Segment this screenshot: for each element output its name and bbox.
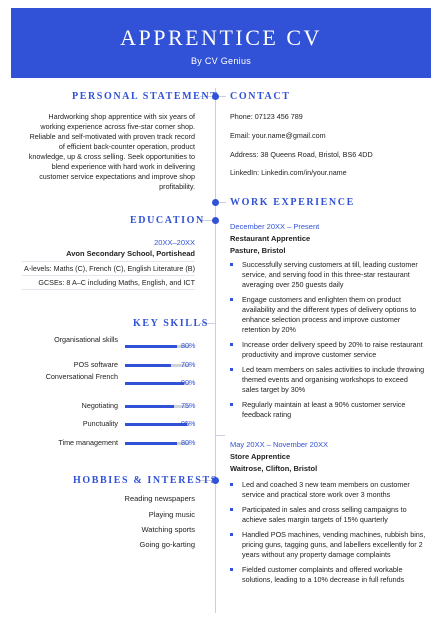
- job-bullet-text: Participated in sales and cross selling campaigns to achieve sales margin targets of 15% quarterly: [242, 505, 407, 524]
- skill-name: Conversational French: [45, 372, 118, 381]
- contact-linkedin-label: LinkedIn:: [230, 168, 260, 177]
- job-bullet: [230, 530, 426, 560]
- skill-bar-fill: [125, 382, 184, 385]
- contact-heading: CONTACT: [230, 91, 291, 102]
- job-bullet-text: Led team members on sales activities to include throwing themed events and organising workshops to exceed sales target by 30%: [242, 365, 425, 394]
- skill-name: Organisational skills: [54, 335, 118, 344]
- header-banner: [11, 8, 431, 78]
- timeline-node-work-experience: [212, 199, 219, 206]
- hobby-item: Playing music: [148, 510, 195, 519]
- skill-bar-fill: [125, 364, 171, 367]
- contact-linkedin: [230, 168, 347, 177]
- bullet-icon: [230, 533, 233, 536]
- education-dates: 20XX–20XX: [154, 238, 195, 247]
- hobby-item: Going go-karting: [139, 540, 195, 549]
- hobby-item: Watching sports: [141, 525, 195, 534]
- skill-percent: 80%: [181, 438, 196, 447]
- bullet-icon: [230, 568, 233, 571]
- bullet-icon: [230, 508, 233, 511]
- education-heading: EDUCATION: [130, 215, 205, 226]
- skill-row: [22, 401, 195, 415]
- job-bullet: [230, 365, 426, 395]
- job-bullet-text: Regularly maintain at least a 90% customer service feedback rating: [242, 400, 406, 419]
- job-bullet-text: Successfully serving customers at till, leading customer service, and serving food in this three-star restaurant averaging over 250 guests daily: [242, 260, 418, 289]
- education-separator: [22, 261, 195, 262]
- skill-percent: 75%: [181, 401, 196, 410]
- key-skills-heading: KEY SKILLS: [133, 318, 209, 329]
- contact-linkedin-value: Linkedin.com/in/your.name: [261, 168, 347, 177]
- bullet-icon: [230, 368, 233, 371]
- skill-bar-fill: [125, 423, 187, 426]
- job-bullet-text: Fielded customer complaints and offered workable solutions, leading to a 10% decrease in full refunds: [242, 565, 405, 584]
- skill-name: POS software: [73, 360, 118, 369]
- job-1-company: Pasture, Bristol: [230, 246, 286, 255]
- skill-percent: 90%: [181, 378, 196, 387]
- skill-percent: 80%: [181, 341, 196, 350]
- skill-bar-fill: [125, 442, 177, 445]
- cv-title: APPRENTICE CV: [120, 25, 322, 50]
- job-2-role: Store Apprentice: [230, 452, 291, 461]
- job-bullet: [230, 260, 426, 290]
- contact-phone-label: Phone:: [230, 112, 253, 121]
- bullet-icon: [230, 263, 233, 266]
- job-bullet-text: Handled POS machines, vending machines, rubbish bins, pricing guns, tagging guns, and labellers excellently for 2 years without any property damage complaints: [242, 530, 426, 559]
- contact-address-value: 38 Queens Road, Bristol, BS6 4DD: [260, 150, 373, 159]
- education-separator: [22, 289, 195, 290]
- skill-bar-fill: [125, 405, 174, 408]
- skill-row: [22, 438, 195, 452]
- timeline-node-education: [212, 217, 219, 224]
- education-gcses: GCSEs: 8 A–C including Maths, English, and ICT: [38, 278, 195, 287]
- job-2-company: Waitrose, Clifton, Bristol: [230, 464, 318, 473]
- contact-email: [230, 131, 326, 140]
- skill-name: Punctuality: [82, 419, 118, 428]
- job-bullet-text: Increase order delivery speed by 20% to raise restaurant productivity and improve customer service: [242, 340, 423, 359]
- work-experience-heading: WORK EXPERIENCE: [230, 197, 355, 208]
- job-1-dates: December 20XX – Present: [230, 222, 320, 231]
- job-1-role: Restaurant Apprentice: [230, 234, 311, 243]
- tick-work: [219, 202, 226, 203]
- job-bullet: [230, 400, 426, 420]
- job-bullet: [230, 295, 426, 335]
- job-2-bullets: [230, 480, 426, 590]
- skill-row: [22, 419, 195, 433]
- contact-email-value: your.name@gmail.com: [251, 131, 326, 140]
- job-bullet-text: Engage customers and enlighten them on product availability and the different types of delivery options to enhance selection process and improve customer retention by 20%: [242, 295, 417, 334]
- skill-name: Time management: [58, 438, 118, 447]
- hobby-item: Reading newspapers: [124, 494, 195, 503]
- bullet-icon: [230, 343, 233, 346]
- bullet-icon: [230, 298, 233, 301]
- personal-statement-text: Hardworking shop apprentice with six years of working experience across five-star corner shop. Reliable and self-motivated with proven track record of efficient back-counter operation, product knowledge, up & cross selling. Seek opportunities to blend experience with hard work in delivering customer service expectations and improve shop profitability.: [28, 112, 195, 191]
- contact-address-label: Address:: [230, 150, 259, 159]
- job-2-dates: May 20XX – November 20XX: [230, 440, 328, 449]
- education-school: Avon Secondary School, Portishead: [66, 249, 195, 258]
- job-bullet: [230, 565, 426, 585]
- skill-bar-fill: [125, 345, 177, 348]
- job-bullet: [230, 480, 426, 500]
- contact-phone-value: 07123 456 789: [254, 112, 303, 121]
- timeline-divider: [215, 88, 216, 613]
- cv-subtitle: By CV Genius: [190, 56, 252, 66]
- skill-row: [22, 372, 196, 392]
- skill-row: [22, 335, 196, 355]
- contact-email-label: Email:: [230, 131, 250, 140]
- bullet-icon: [230, 483, 233, 486]
- contact-address: [230, 150, 373, 159]
- job-bullet: [230, 340, 426, 360]
- job-1-bullets: [230, 260, 426, 425]
- job-bullet: [230, 505, 426, 525]
- job-bullet-text: Led and coached 3 new team members on customer service and practical store work over 3 months: [242, 480, 410, 499]
- skill-percent: 95%: [181, 419, 196, 428]
- tick-job2: [215, 435, 225, 436]
- skill-name: Negotiating: [81, 401, 118, 410]
- tick-contact: [219, 96, 226, 97]
- education-alevels: A-levels: Maths (C), French (C), English Literature (B): [24, 264, 195, 273]
- hobbies-heading: HOBBIES & INTERESTS: [73, 475, 218, 486]
- skill-percent: 70%: [181, 360, 196, 369]
- contact-phone: [230, 112, 303, 121]
- bullet-icon: [230, 403, 233, 406]
- personal-statement-heading: PERSONAL STATEMENT: [72, 91, 219, 102]
- education-separator: [22, 275, 195, 276]
